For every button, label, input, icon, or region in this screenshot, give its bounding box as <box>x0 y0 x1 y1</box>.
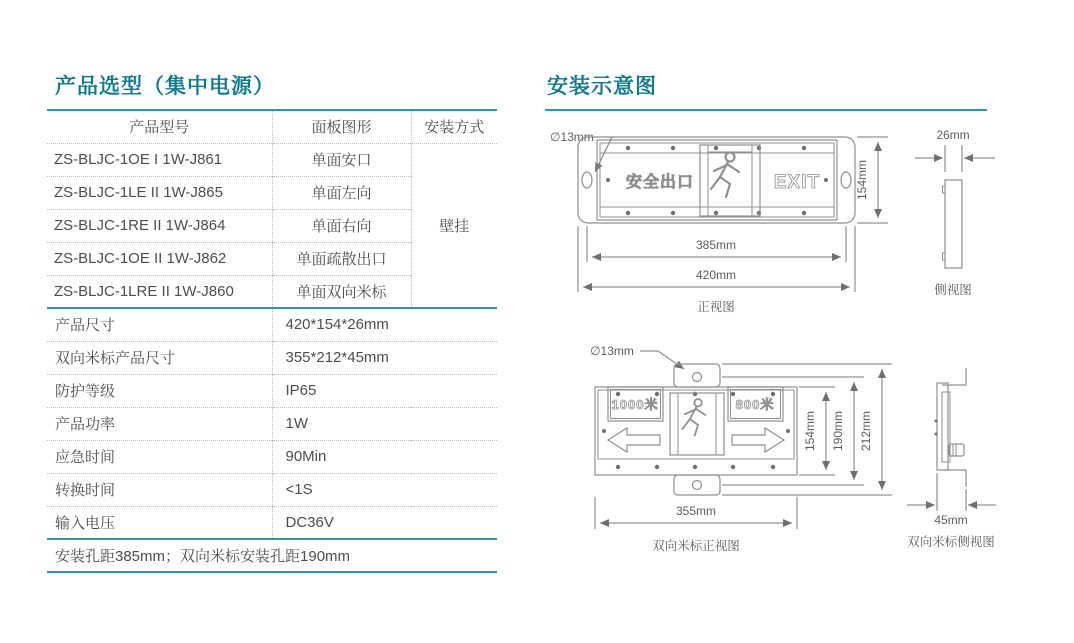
right-arrow-icon <box>732 428 784 452</box>
product-selection-section <box>47 70 497 573</box>
running-man-icon <box>711 153 739 198</box>
door-panel <box>700 145 760 216</box>
svg-text:45mm: 45mm <box>934 513 968 527</box>
wall-flange-bottom <box>942 470 966 487</box>
header-panel: 面板图形 <box>272 110 411 143</box>
sign-text-cn: 安全出口 <box>625 174 695 191</box>
spec-value: 1W <box>272 407 497 440</box>
model-cell: ZS-BLJC-1LRE II 1W-J860 <box>54 282 234 300</box>
spec-row <box>47 374 497 407</box>
hole-diameter-label: ∅13mm <box>550 130 594 144</box>
front-view-caption: 正视图 <box>697 300 735 314</box>
svg-text:154mm: 154mm <box>855 159 869 201</box>
table-header-row <box>47 110 497 143</box>
svg-text:1000米: 1000米 <box>611 397 659 412</box>
spec-label: 防护等级 <box>55 383 116 400</box>
spec-value: 90Min <box>272 440 497 473</box>
dimension-190 <box>722 377 864 485</box>
panel-cell: 单面右向 <box>272 209 411 242</box>
spec-row <box>47 440 497 473</box>
sign-body <box>595 364 797 495</box>
svg-text:355mm: 355mm <box>675 504 717 518</box>
mounting-distance-note: 安装孔距385mm；双向米标安装孔距190mm <box>55 548 351 565</box>
sign-text-en: EXIT <box>773 172 821 193</box>
panel-cell: 单面左向 <box>272 176 411 209</box>
side-view-caption: 侧视图 <box>934 283 972 297</box>
front-view-diagram <box>548 114 900 316</box>
spec-row <box>47 473 497 506</box>
model-cell: ZS-BLJC-1OE I 1W-J861 <box>54 151 223 168</box>
dimension-420 <box>578 226 855 292</box>
bi-side-view-diagram <box>895 345 1073 557</box>
spec-row <box>47 308 497 341</box>
svg-text:800米: 800米 <box>735 397 775 412</box>
left-section-title: 产品选型（集中电源） <box>55 75 275 98</box>
panel-cell: 单面安口 <box>272 143 411 176</box>
mount-cell: 壁挂 <box>411 143 497 308</box>
spec-label: 双向米标产品尺寸 <box>55 350 176 367</box>
side-profile <box>935 368 967 487</box>
side-view-diagram <box>905 114 1067 304</box>
panel-cell: 单面疏散出口 <box>272 242 411 275</box>
table-row <box>47 143 497 176</box>
spec-value: IP65 <box>272 374 497 407</box>
meter-panel-1000 <box>608 387 663 421</box>
running-man-icon <box>682 399 705 435</box>
spec-value: DC36V <box>272 506 497 539</box>
mount-hole-right <box>841 172 851 188</box>
model-cell: ZS-BLJC-1LE II 1W-J865 <box>54 184 223 201</box>
spec-value: 355*212*45mm <box>272 341 497 374</box>
spec-row <box>47 506 497 539</box>
spec-label: 输入电压 <box>55 514 116 532</box>
meter-panel-800 <box>728 387 783 421</box>
product-table <box>47 109 497 573</box>
model-cell: ZS-BLJC-1OE II 1W-J862 <box>54 250 227 267</box>
spec-label: 应急时间 <box>55 449 116 466</box>
spec-value: <1S <box>272 473 497 506</box>
leader-arrow <box>640 351 684 369</box>
mount-hole-bottom <box>693 481 702 490</box>
left-arrow-icon <box>608 428 660 452</box>
installation-section <box>545 70 987 111</box>
section-rule <box>545 109 987 111</box>
mount-tab-bottom <box>674 475 720 495</box>
bi-front-view-diagram <box>548 333 904 555</box>
spec-row <box>47 407 497 440</box>
bi-front-view-caption: 双向米标正视图 <box>652 539 740 553</box>
sign-body <box>578 137 855 223</box>
mount-hole-left <box>582 172 592 188</box>
svg-text:212mm: 212mm <box>859 410 873 452</box>
table-footer-row <box>47 539 497 572</box>
dimension-45 <box>907 473 996 527</box>
dimension-26 <box>915 145 995 172</box>
svg-text:420mm: 420mm <box>695 268 737 282</box>
spec-value: 420*154*26mm <box>272 308 497 341</box>
header-model: 产品型号 <box>129 119 190 137</box>
spec-label: 产品功率 <box>55 416 116 433</box>
right-section-title: 安装示意图 <box>547 75 657 98</box>
bi-side-view-caption: 双向米标侧视图 <box>907 535 995 549</box>
svg-text:385mm: 385mm <box>695 238 737 252</box>
side-profile <box>943 180 963 268</box>
spec-label: 产品尺寸 <box>55 317 116 335</box>
mount-hole-top <box>693 373 702 382</box>
dimension-385 <box>587 226 846 262</box>
dimension-154 <box>799 387 835 475</box>
spec-label: 转换时间 <box>55 482 116 499</box>
spec-row <box>47 341 497 374</box>
depth-label: 26mm <box>936 128 970 142</box>
model-cell: ZS-BLJC-1RE II 1W-J864 <box>54 217 226 234</box>
svg-text:154mm: 154mm <box>803 410 817 452</box>
dimension-355 <box>595 497 797 529</box>
hole-diameter-label: ∅13mm <box>590 344 634 358</box>
panel-cell: 单面双向米标 <box>272 275 411 308</box>
svg-text:190mm: 190mm <box>831 410 845 452</box>
dimension-154 <box>855 137 888 223</box>
header-mount: 安装方式 <box>411 110 497 143</box>
